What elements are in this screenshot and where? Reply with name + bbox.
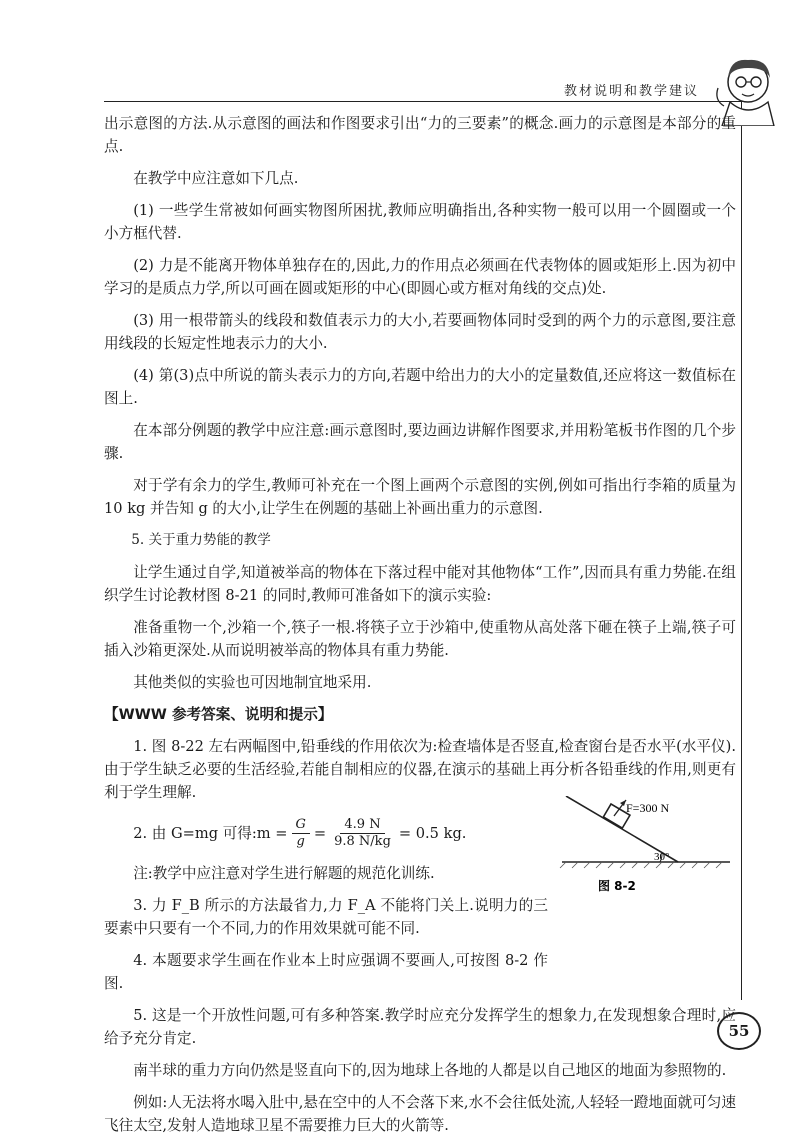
paragraph: 在本部分例题的教学中应注意:画示意图时,要边画边讲解作图要求,并用粉笔板书作图的几个步骤. bbox=[104, 422, 736, 462]
formula-result: = 0.5 kg. bbox=[398, 824, 467, 842]
fraction-denominator: 9.8 N/kg bbox=[334, 833, 391, 849]
answer-3: 3. 力 F_B 所示的方法最省力,力 F_A 不能将门关上.说明力的三要素中只要有一个不同,力的作用效果就可能不同. bbox=[104, 897, 548, 937]
paragraph: (3) 用一根带箭头的线段和数值表示力的大小,若要画物体同时受到的两个力的示意图,要注意用线段的长短定性地表示力的大小. bbox=[104, 312, 736, 352]
fraction-denominator: g bbox=[296, 833, 305, 849]
figure-caption: 图 8-2 bbox=[598, 879, 636, 893]
paragraph: 其他类似的实验也可因地制宜地采用. bbox=[133, 674, 372, 691]
margin-rule bbox=[741, 100, 742, 1000]
header-title: 教材说明和教学建议 bbox=[564, 84, 700, 99]
paragraph: 在教学中应注意如下几点. bbox=[133, 170, 299, 187]
section-title: 【WWW 参考答案、说明和提示】 bbox=[104, 706, 333, 723]
fraction-numerator: G bbox=[292, 817, 310, 834]
note: 注:教学中应注意对学生进行解题的规范化训练. bbox=[133, 865, 435, 882]
figure-8-2 bbox=[556, 796, 736, 896]
paragraph: 南半球的重力方向仍然是竖直向下的,因为地球上各地的人都是以自己地区的地面为参照物的. bbox=[133, 1062, 727, 1079]
answer-1: 1. 图 8-22 左右两幅图中,铅垂线的作用依次为:检查墙体是否竖直,检查窗台是否水平(水平仪).由于学生缺乏必要的生活经验,若能自制相应的仪器,在演示的基础上再分析各铅垂线的作用,则更有利于学生理解. bbox=[104, 738, 736, 801]
page-number: 55 bbox=[717, 1012, 761, 1050]
fraction-numerator: 4.9 N bbox=[340, 817, 384, 834]
header-rule bbox=[104, 101, 744, 102]
page-body bbox=[104, 112, 736, 1146]
formula-prefix: 2. 由 G=mg 可得:m = bbox=[133, 824, 288, 842]
paragraph: 对于学有余力的学生,教师可补充在一个图上画两个示意图的实例,例如可指出行李箱的质量为 10 kg 并告知 g 的大小,让学生在例题的基础上补画出重力的示意图. bbox=[104, 477, 736, 517]
fraction-g-over-g bbox=[292, 817, 310, 850]
fraction-values bbox=[330, 817, 395, 850]
answer-4: 4. 本题要求学生画在作业本上时应强调不要画人,可按图 8-2 作图. bbox=[104, 952, 548, 992]
force-label: F=300 N bbox=[626, 801, 670, 815]
paragraph: (1) 一些学生常被如何画实物图所困扰,教师应明确指出,各种实物一般可以用一个圆圈或一个小方框代替. bbox=[104, 202, 736, 242]
paragraph: (4) 第(3)点中所说的箭头表示力的方向,若题中给出力的大小的定量数值,还应将这一数值标在图上. bbox=[104, 367, 736, 407]
paragraph: 出示意图的方法.从示意图的画法和作图要求引出“力的三要素”的概念.画力的示意图是本部分的重点. bbox=[104, 115, 736, 155]
equals-sign: = bbox=[313, 824, 327, 842]
angle-label: 30° bbox=[654, 851, 670, 863]
paragraph: (2) 力是不能离开物体单独存在的,因此,力的作用点必须画在代表物体的圆或矩形上.因为初中学习的是质点力学,所以可画在圆或矩形的中心(即圆心或方框对角线的交点)处. bbox=[104, 257, 736, 297]
answer-5: 5. 这是一个开放性问题,可有多种答案.教学时应充分发挥学生的想象力,在发现想象合理时,应给予充分肯定. bbox=[104, 1007, 736, 1047]
subsection-title: 5. 关于重力势能的教学 bbox=[131, 532, 271, 548]
paragraph: 让学生通过自学,知道被举高的物体在下落过程中能对其他物体“工作”,因而具有重力势能.在组织学生讨论教材图 8-21 的同时,教师可准备如下的演示实验: bbox=[104, 564, 736, 604]
paragraph: 准备重物一个,沙箱一个,筷子一根.将筷子立于沙箱中,使重物从高处落下砸在筷子上端,筷子可插入沙箱更深处.从而说明被举高的物体具有重力势能. bbox=[104, 619, 736, 659]
ground-hatching bbox=[560, 862, 722, 868]
incline-diagram bbox=[556, 796, 736, 896]
paragraph: 例如:人无法将水喝入肚中,悬在空中的人不会落下来,水不会往低处流,人轻轻一蹬地面就可匀速飞往太空,发射人造地球卫星不需要推力巨大的火箭等. bbox=[104, 1094, 736, 1134]
